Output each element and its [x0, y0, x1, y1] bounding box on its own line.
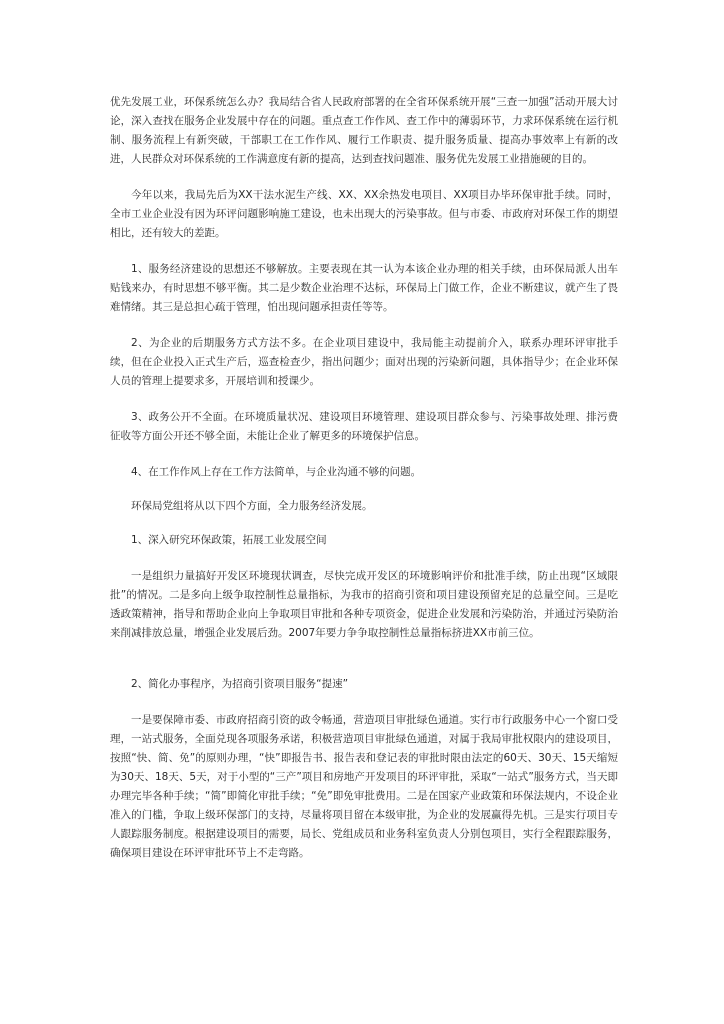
progress-paragraph: 今年以来，我局先后为XX干法水泥生产线、XX、XX余热发电项目、XX项目办毕环保审批手续。同时，全市工业企业没有因为环评问题影响施工建设，也未出现大的污染事故。但与市委、市政府对环保工作的期望相比，还有较大的差距。: [110, 189, 618, 239]
problem-1-paragraph: 1、服务经济建设的思想还不够解放。主要表现在其一认为本该企业办理的相关手续，由环保局派人出车贴钱来办，有时思想不够平衡。其二是少数企业治理不达标，环保局上门做工作，企业不断建议，就产生了畏难情绪。其三是总担心疏于管理，怕出现问题承担责任等等。: [110, 263, 618, 313]
plan-intro-paragraph: 环保局党组将从以下四个方面，全力服务经济发展。: [131, 500, 373, 512]
document-page: [110, 93, 618, 880]
measure-1-heading: 1、深入研究环保政策，拓展工业发展空间: [131, 534, 327, 546]
intro-paragraph: 优先发展工业，环保系统怎么办？我局结合省人民政府部署的在全省环保系统开展“三查一加强”活动开展大讨论，深入查找在服务企业发展中存在的问题。重点查工作作风、查工作中的薄弱环节，力求环保系统在运行机制、服务流程上有新突破，干部职工在工作作风、履行工作职责、提升服务质量、提高办事效率上有新的改进，人民群众对环保系统的工作满意度有新的提高，达到查找问题准、服务优先发展工业措施硬的目的。: [110, 96, 618, 165]
problem-2-paragraph: 2、为企业的后期服务方式方法不多。在企业项目建设中，我局能主动提前介入，联系办理环评审批手续，但在企业投入正式生产后，巡查检查少，指出问题少；面对出现的污染新问题，具体指导少；在企业环保人员的管理上提要求多，开展培训和授课少。: [110, 337, 618, 387]
measure-2-paragraph: 一是要保障市委、市政府招商引资的政令畅通，营造项目审批绿色通道。实行市行政服务中心一个窗口受理，一站式服务，全面兑现各项服务承诺，积极营造项目审批绿色通道，对属于我局审批权限内的建设项目，按照“快、简、免”的原则办理，“快”即报告书、报告表和登记表的审批时限由法定的60天、30天、15天缩短为30天、18天、5天，对于小型的“三产”项目和房地产开发项目的环评审批，采取“一站式”服务方式，当天即办理完毕各种手续；“简”即简化审批手续；“免”即免审批费用。二是在国家产业政策和环保法规内，不设企业准入的门槛，争取上级环保部门的支持，尽量将项目留在本级审批，为企业的发展赢得先机。三是实行项目专人跟踪服务制度。根据建设项目的需要，局长、党组成员和业务科室负责人分别包项目，实行全程跟踪服务，确保项目建设在环评审批环节上不走弯路。: [110, 714, 618, 859]
problem-3-paragraph: 3、政务公开不全面。在环境质量状况、建设项目环境管理、建设项目群众参与、污染事故处理、排污费征收等方面公开还不够全面，未能让企业了解更多的环境保护信息。: [110, 411, 618, 442]
measure-2-heading: 2、简化办事程序，为招商引资项目服务“提速”: [131, 678, 349, 690]
problem-4-paragraph: 4、在工作作风上存在工作方法简单，与企业沟通不够的问题。: [131, 466, 422, 478]
measure-1-paragraph: 一是组织力量搞好开发区环境现状调查，尽快完成开发区的环境影响评价和批准手续，防止出现“区域限批”的情况。二是多向上级争取控制性总量指标，为我市的招商引资和项目建设预留充足的总量空间。三是吃透政策精神，指导和帮助企业向上争取项目审批和各种专项资金，促进企业发展和污染防治，并通过污染防治来削减排放总量，增强企业发展后劲。2007年要力争争取控制性总量指标挤进XX市前三位。: [110, 570, 618, 639]
